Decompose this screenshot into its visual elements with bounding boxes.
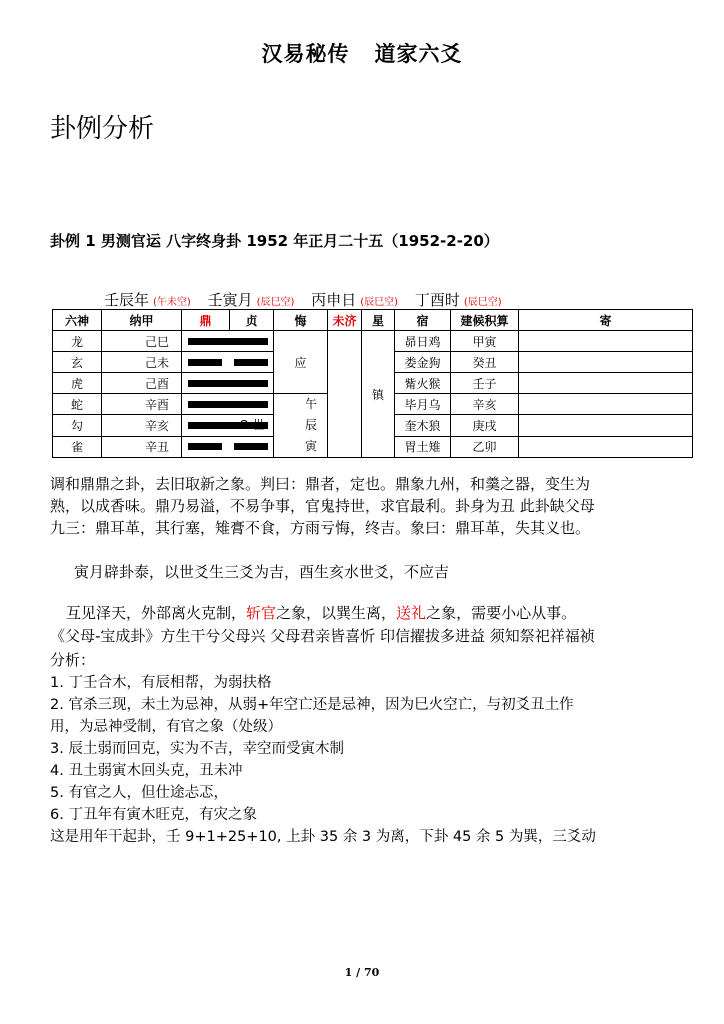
najia-cell: 辛酉 [102, 394, 182, 415]
list-item: 5. 有官之人，但仕途忐忑， [50, 785, 228, 801]
table-header-row [53, 310, 693, 331]
najia-cell: 己酉 [102, 373, 182, 394]
analysis-list [50, 672, 596, 848]
col-header: 星 [362, 310, 395, 331]
void-note: (辰巳空) [360, 297, 399, 308]
case-title: 卦例 1 男测官运 八字终身卦 1952 年正月二十五（1952-2-20） [50, 232, 499, 250]
text-line: 熟，以成香味。鼎乃易溢，不易争事，官鬼持世，求官最利。卦身为丑 此卦缺父母 [50, 497, 595, 515]
ji-cell [519, 436, 693, 457]
change-branch: 辰 [304, 418, 317, 432]
ji-cell [519, 415, 693, 436]
pillar-year [104, 289, 191, 310]
col-header: 六神 [53, 310, 102, 331]
page-number: 1 / 70 [344, 966, 380, 979]
liushen-cell: 玄 [53, 352, 102, 373]
judgment-paragraph [50, 473, 595, 539]
table-row [53, 331, 693, 352]
month-note: 寅月辟卦泰，以世爻生三爻为吉，酉生亥水世爻，不应吉 [74, 563, 450, 581]
yao-cell [182, 394, 274, 415]
header-title: 汉易秘传 道家六爻 [261, 42, 463, 66]
pillar-month [208, 289, 295, 310]
text-span: 之象，以巽生离， [276, 604, 397, 622]
hui-cell-lower [274, 394, 328, 458]
text-span: 互见泽天，外部离火克制， [66, 604, 247, 622]
list-item: 2. 官杀三现，未土为忌神，从弱+年空亡还是忌神，因为巳火空亡，与初爻丑土作 [50, 697, 574, 713]
col-header: 贞 [230, 310, 274, 331]
yang-line [188, 401, 268, 408]
xiu-cell: 胃土雉 [395, 436, 451, 457]
ji-cell [519, 394, 693, 415]
hexagram-table [52, 309, 693, 458]
text-line: 调和鼎鼎之卦，去旧取新之象。判曰：鼎者，定也。鼎象九州，和羹之器，变生为 [50, 475, 591, 493]
list-item: 这是用年干起卦，壬 9+1+25+10, 上卦 35 余 3 为离，下卦 45 余 5 为巽，三爻动 [50, 829, 596, 845]
xiu-cell: 昴日鸡 [395, 331, 451, 352]
yao-cell [182, 373, 274, 394]
weiji-cell [328, 331, 362, 458]
jianhou-cell: 壬子 [451, 373, 519, 394]
yin-line [188, 359, 268, 366]
liushen-cell: 雀 [53, 436, 102, 457]
liushen-cell: 虎 [53, 373, 102, 394]
hui-cell-upper [274, 331, 328, 394]
list-item: 4. 丑土弱寅木回头克，丑未冲 [50, 763, 243, 779]
col-header: 纳甲 [102, 310, 182, 331]
yao-cell [182, 331, 274, 352]
list-item: 3. 辰土弱而回克，实为不吉，幸空而受寅木制 [50, 741, 344, 757]
col-header: 建候积算 [451, 310, 519, 331]
col-header: 鼎 [182, 310, 230, 331]
text-line: 九三：鼎耳革，其行塞，雉膏不食，方雨亏悔，终吉。象曰：鼎耳革，失其义也。 [50, 519, 591, 537]
shi-row [274, 415, 327, 436]
xiu-cell: 觜火猴 [395, 373, 451, 394]
ying-mark: 应 [294, 355, 307, 370]
four-pillars [104, 289, 514, 310]
change-branch: 午 [304, 397, 317, 411]
col-header: 寄 [519, 310, 693, 331]
xiu-cell: 娄金狗 [395, 352, 451, 373]
jianhou-cell: 乙卯 [451, 436, 519, 457]
najia-cell: 辛亥 [102, 415, 182, 436]
ji-cell [519, 352, 693, 373]
list-item: 用，为忌神受制，有官之象（处级） [50, 719, 282, 735]
star-cell: 镇 [362, 331, 395, 458]
pillar-label: 丁酉时 [414, 291, 460, 309]
ji-cell [519, 373, 693, 394]
analysis-heading: 分析： [50, 651, 96, 669]
liushen-cell: 龙 [53, 331, 102, 352]
text-span: 之象，需要小心从事。 [426, 604, 577, 622]
liushen-cell: 蛇 [53, 394, 102, 415]
col-header: 未济 [328, 310, 362, 331]
yang-line [188, 338, 268, 345]
yao-cell [182, 352, 274, 373]
void-note: (辰巳空) [256, 297, 295, 308]
mutual-note [66, 602, 576, 624]
pillar-day [311, 289, 398, 310]
ji-cell [519, 331, 693, 352]
xiu-cell: 奎木狼 [395, 415, 451, 436]
col-header: 悔 [274, 310, 328, 331]
pillar-hour [415, 289, 502, 310]
jianhou-cell: 辛亥 [451, 394, 519, 415]
verse-line: 《父母-宝成卦》方生干兮父母兴 父母君亲皆喜忻 印信擢拔多进益 须知祭祀祥福祯 [50, 627, 595, 645]
list-item: 1. 丁壬合木，有辰相帮，为弱扶格 [50, 675, 272, 691]
highlight-text: 送礼 [396, 604, 427, 622]
jianhou-cell: 癸丑 [451, 352, 519, 373]
yao-cell [182, 436, 274, 457]
pillar-label: 壬辰年 [104, 291, 150, 309]
jianhou-cell: 庚戌 [451, 415, 519, 436]
list-item: 6. 丁丑年有寅木旺克，有灾之象 [50, 807, 257, 823]
xiu-cell: 毕月乌 [395, 394, 451, 415]
najia-cell: 辛丑 [102, 436, 182, 457]
section-title: 卦例分析 [50, 114, 155, 144]
change-branch: 寅 [304, 439, 317, 453]
highlight-text: 斩官 [246, 604, 277, 622]
pillar-label: 壬寅月 [207, 291, 253, 309]
yang-line [188, 422, 268, 429]
col-header: 宿 [395, 310, 451, 331]
yang-line [188, 380, 268, 387]
najia-cell: 己巳 [102, 331, 182, 352]
najia-cell: 己未 [102, 352, 182, 373]
liushen-cell: 勾 [53, 415, 102, 436]
pillar-label: 丙申日 [311, 291, 357, 309]
void-note: (午未空) [153, 297, 191, 308]
jianhou-cell: 甲寅 [451, 331, 519, 352]
void-note: (辰巳空) [463, 297, 502, 308]
yin-line [188, 443, 268, 450]
